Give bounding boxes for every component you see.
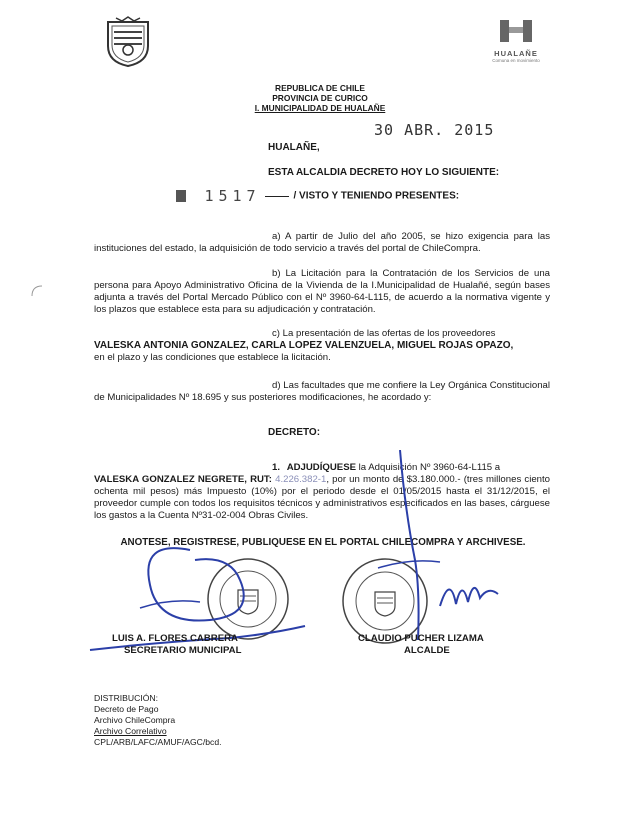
- header-line-3: I. MUNICIPALIDAD DE HUALAÑE: [254, 103, 386, 113]
- place: HUALAÑE,: [268, 142, 320, 153]
- hualane-logo: [488, 18, 544, 70]
- item-1-rut-label: RUT:: [250, 474, 272, 485]
- item-1-rut: 4.226.382-1: [275, 474, 327, 485]
- closing-statement: ANOTESE, REGISTRESE, PUBLIQUESE EN EL PORTAL CHILECOMPRA Y ARCHIVESE.: [120, 537, 526, 548]
- signer-right-title: ALCALDE: [404, 645, 450, 656]
- signature-flourish: [432, 568, 502, 618]
- date-stamp: 30 ABR. 2015: [374, 121, 495, 139]
- distribution-item: Archivo Correlativo: [94, 726, 167, 736]
- signer-left: [112, 633, 272, 657]
- item-1-verb: ADJUDÍQUESE: [286, 462, 356, 473]
- municipal-crest: [104, 16, 152, 68]
- header-line-1: REPUBLICA DE CHILE: [275, 83, 365, 93]
- distribution-item: CPL/ARB/LAFC/AMUF/AGC/bcd.: [94, 737, 222, 747]
- signer-right: [358, 633, 518, 657]
- distribution-item: Archivo ChileCompra: [94, 715, 176, 725]
- paragraph-b: b) La Licitación para la Contratación de los Servicios de una persona para Apoyo Administrativo Oficina de la Vivienda de la I.Municipalidad de Hualañé, según bases adjunta a través del Portal Mercado Público con el Nº 3960-64-L115, de acuerdo a la normativa vigente y los plazos que establece esta para su adjudicación y contratación.: [94, 268, 550, 315]
- distribution: [94, 693, 294, 748]
- header-block: [230, 83, 410, 113]
- distribution-title: DISTRIBUCIÓN:: [94, 693, 158, 703]
- item-1-first: la Adquisición Nº 3960-64-L115 a: [358, 462, 501, 473]
- decreto-heading: DECRETO:: [268, 427, 321, 438]
- header-line-2: PROVINCIA DE CURICO: [272, 93, 368, 103]
- paragraph-c: [94, 328, 550, 364]
- signature-right: [360, 450, 500, 650]
- item-1-rest: , por un monto de $3.180.000.- (tres millones ciento ochenta mil pesos) más Impuesto (10%) por el periodo desde el 01/05/2015 hasta el 31/12/2015, el proveedor cumple con todos los requisitos técnicos y administrativos especificados en las bases, cárguese los gastos a la Cuenta Nº31-02-004 Obras Civiles.: [94, 474, 551, 521]
- visto-heading: / VISTO Y TENIENDO PRESENTES:: [293, 190, 460, 202]
- decree-number-line: [176, 187, 506, 207]
- item-1-name: VALESKA GONZALEZ NEGRETE,: [94, 474, 247, 485]
- logo-h-icon: [496, 18, 536, 44]
- decree-number-blank: [265, 196, 289, 197]
- paragraph-a: a) A partir de Julio del año 2005, se hizo exigencia para las instituciones del estado, la adquisición de todo servicio a través del portal de ChileCompra.: [94, 231, 550, 254]
- signer-left-name: LUIS A. FLORES CABRERA: [112, 633, 238, 644]
- paragraph-c-tail: en el plazo y las condiciones que establece la licitación.: [94, 352, 331, 363]
- distribution-item: Decreto de Pago: [94, 704, 159, 714]
- item-1-number: 1.: [272, 462, 281, 473]
- paragraph-d: d) Las facultades que me confiere la Ley Orgánica Constitucional de Municipalidades Nº 18.695 y sus posteriores modificaciones, he acordado y:: [94, 380, 550, 403]
- decree-intro: ESTA ALCALDIA DECRETO HOY LO SIGUIENTE:: [268, 167, 500, 178]
- logo-tagline: Comuna en movimiento: [492, 58, 540, 63]
- decree-number: 1517: [204, 187, 261, 205]
- logo-name: HUALAÑE: [494, 49, 538, 58]
- binder-hole-mark: [30, 284, 44, 298]
- signer-left-title: SECRETARIO MUNICIPAL: [124, 645, 242, 656]
- decree-number-box-icon: [176, 190, 186, 202]
- paragraph-c-lead: c) La presentación de las ofertas de los proveedores: [272, 328, 496, 339]
- paragraph-c-names: VALESKA ANTONIA GONZALEZ, CARLA LOPEZ VALENZUELA, MIGUEL ROJAS OPAZO,: [94, 340, 514, 351]
- signer-right-name: CLAUDIO PUCHER LIZAMA: [358, 633, 484, 644]
